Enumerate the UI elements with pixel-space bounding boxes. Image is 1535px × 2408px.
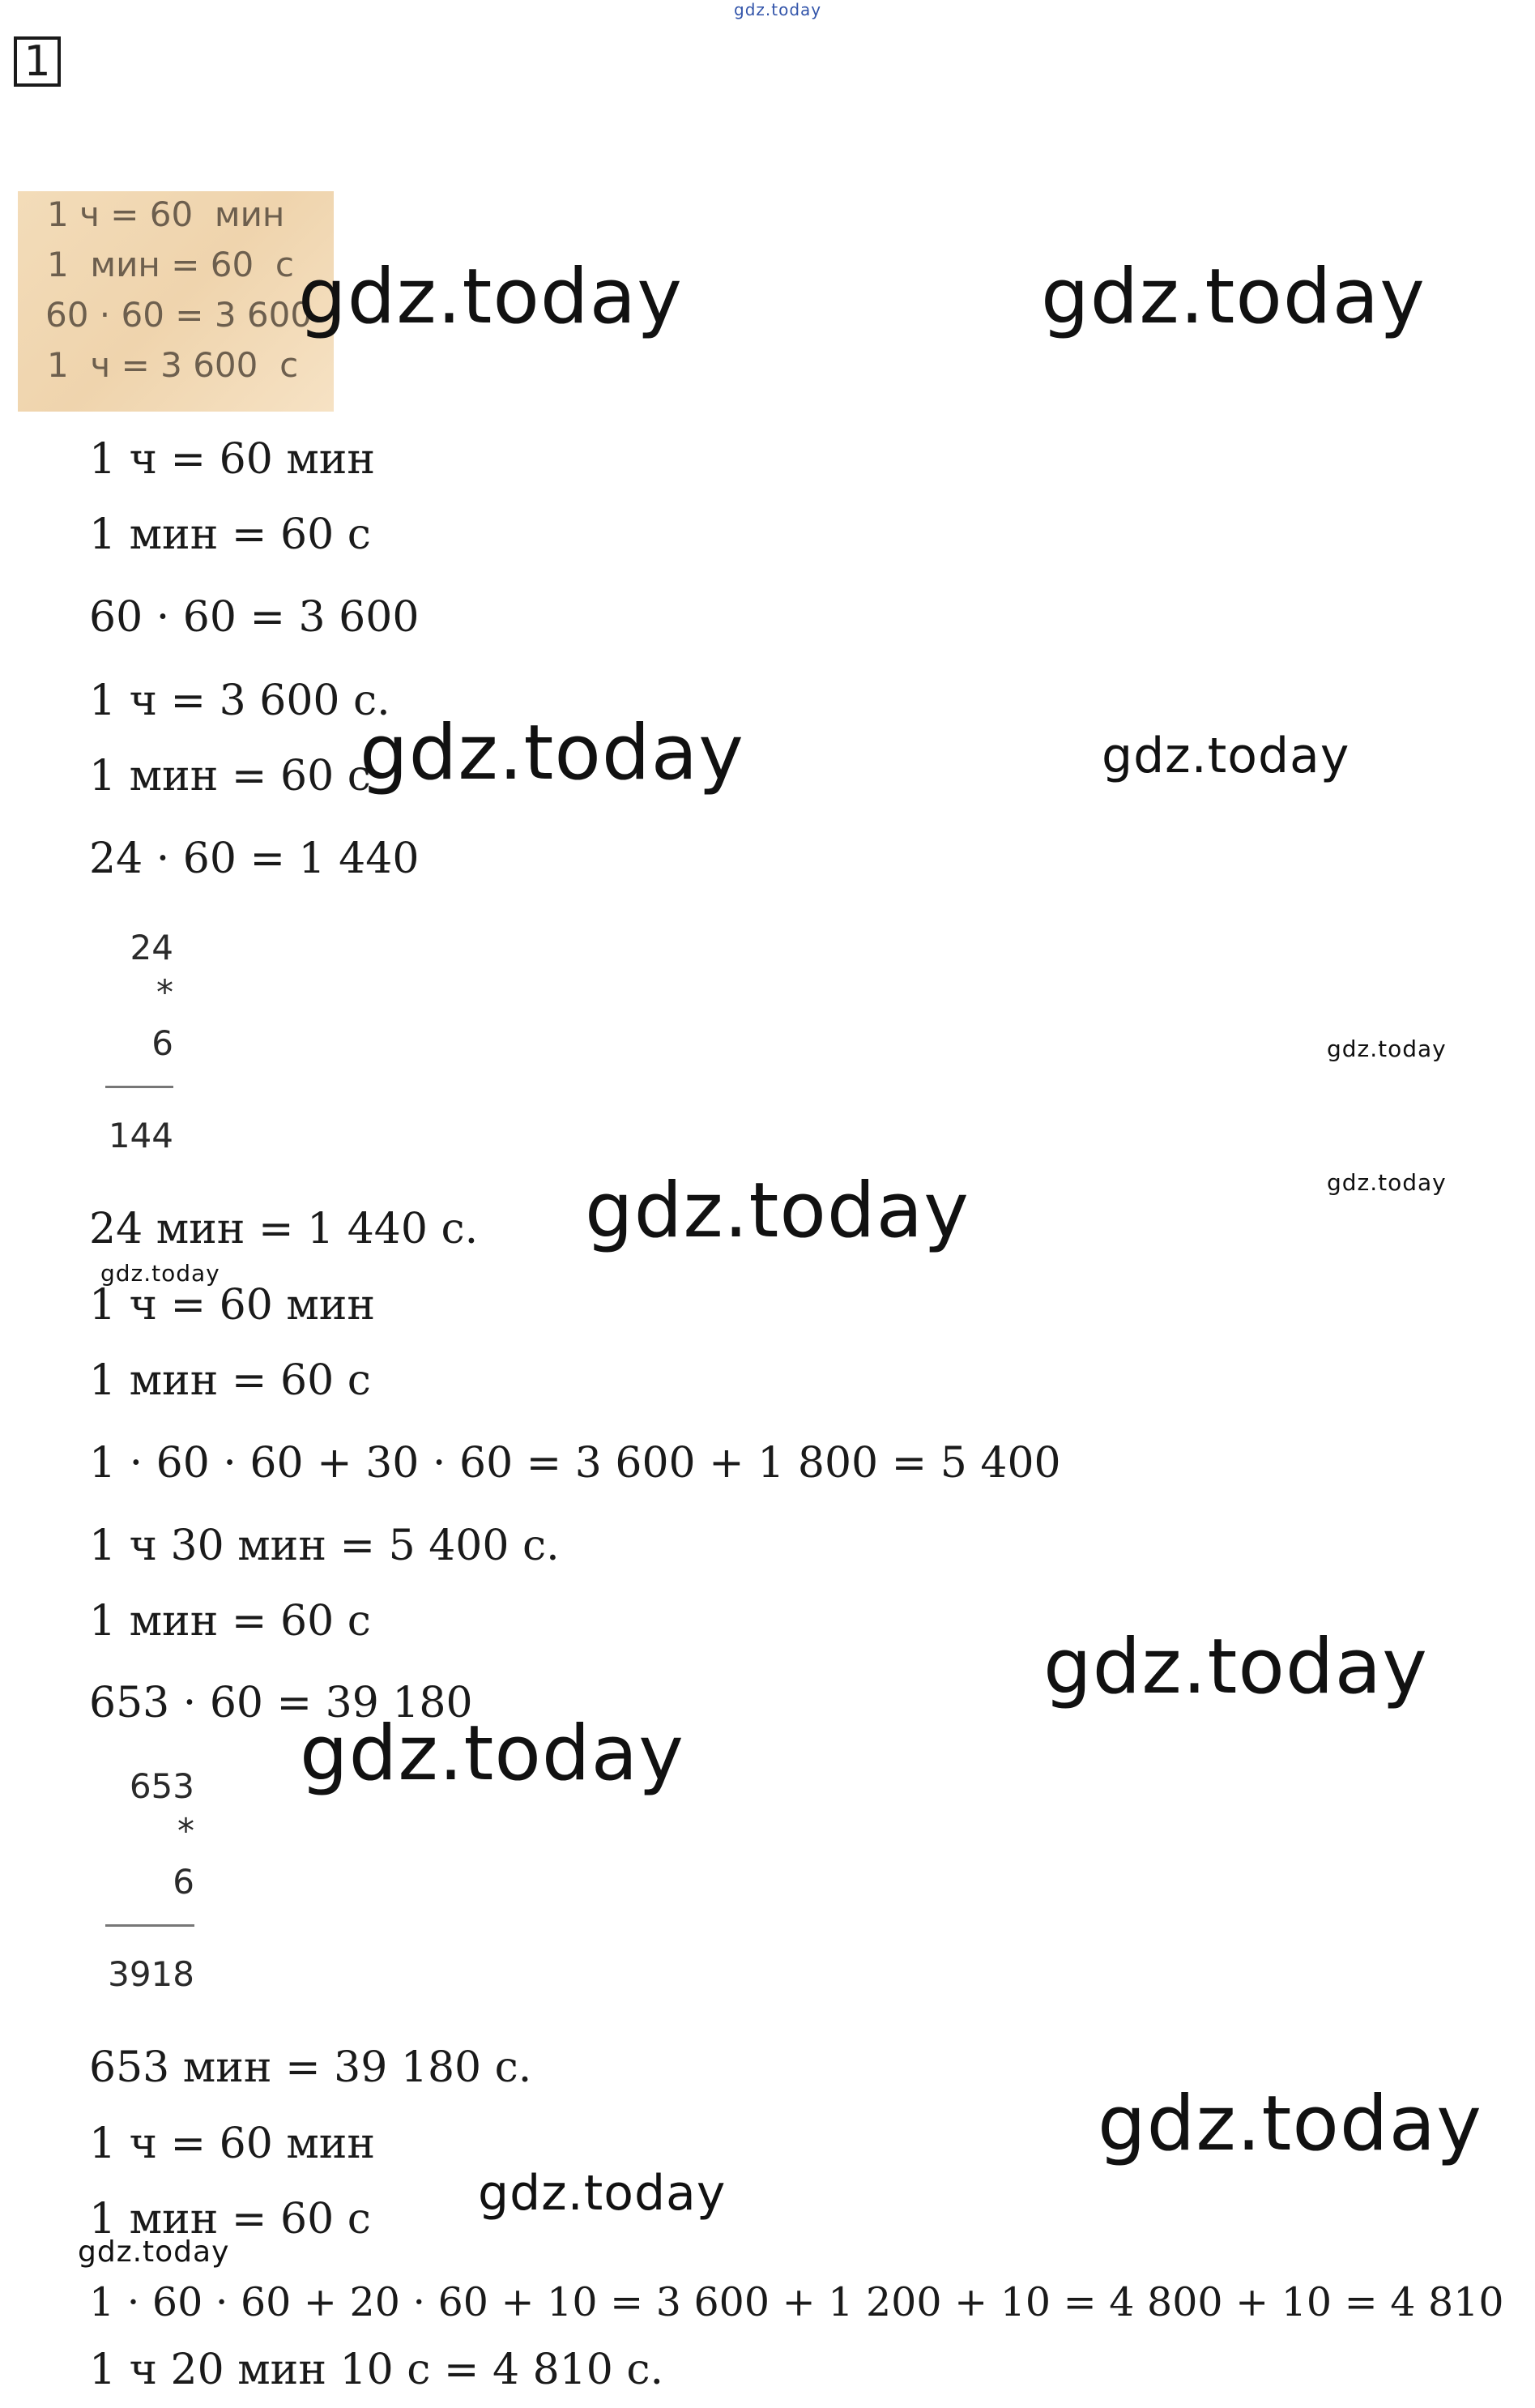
solution-line: 1 ч = 60 мин [89,1281,376,1330]
calc-operand: 653 [129,1766,194,1806]
watermark: gdz.today [1327,1169,1447,1196]
photo-line: 1 ч = 60 мин [47,194,285,234]
solution-line: 1 ч = 60 мин [89,2120,376,2168]
watermark: gdz.today [478,2165,727,2222]
calc-operand: 6 [151,1023,173,1063]
watermark: gdz.today [1327,1035,1447,1062]
photo-line: 1 мин = 60 с [47,245,294,284]
calc-result: 3918 [108,1954,194,1994]
solution-line: 1 · 60 · 60 + 20 · 60 + 10 = 3 600 + 1 200 + 10 = 4 800 + 10 = 4 810 [89,2279,1504,2325]
watermark: gdz.today [1098,2080,1482,2168]
calc-divider [105,1086,173,1088]
solution-line: 1 мин = 60 с [89,510,371,559]
calc-operand: 24 [130,928,173,967]
watermark: gdz.today [1043,1623,1428,1711]
calc-operator: * [156,972,173,1012]
calc-result: 144 [108,1116,173,1155]
solution-line: 1 мин = 60 с [89,1597,371,1646]
watermark: gdz.today [585,1167,970,1255]
solution-line: 653 · 60 = 39 180 [89,1679,473,1727]
watermark: gdz.today [1041,253,1426,341]
watermark: gdz.today [298,253,683,341]
solution-line: 24 · 60 = 1 440 [89,835,420,883]
calc-divider [105,1924,194,1927]
solution-line: 1 ч 30 мин = 5 400 с. [89,1522,560,1570]
solution-line: 1 · 60 · 60 + 30 · 60 = 3 600 + 1 800 = 5 400 [89,1439,1061,1488]
textbook-photo [18,191,334,412]
watermark: gdz.today [78,2235,230,2269]
solution-line: 1 мин = 60 с [89,1356,371,1405]
task-number: 1 [14,36,61,87]
photo-line: 60 · 60 = 3 600 [45,295,313,335]
solution-line: 24 мин = 1 440 с. [89,1205,479,1253]
solution-line: 653 мин = 39 180 с. [89,2043,532,2092]
solution-line: 1 мин = 60 с [89,752,371,801]
watermark: gdz.today [100,1260,220,1287]
watermark: gdz.today [360,709,744,797]
photo-line: 1 ч = 3 600 с [47,345,299,385]
solution-line: 1 ч = 3 600 с. [89,677,390,725]
calc-operand: 6 [173,1862,194,1902]
watermark: gdz.today [1102,728,1350,784]
solution-line: 60 · 60 = 3 600 [89,593,420,642]
calc-operator: * [177,1811,194,1851]
solution-line: 1 ч 20 мин 10 с = 4 810 с. [89,2346,664,2394]
solution-line: 1 мин = 60 с [89,2195,371,2244]
watermark: gdz.today [734,0,822,19]
watermark: gdz.today [300,1710,684,1798]
solution-line: 1 ч = 60 мин [89,435,376,484]
